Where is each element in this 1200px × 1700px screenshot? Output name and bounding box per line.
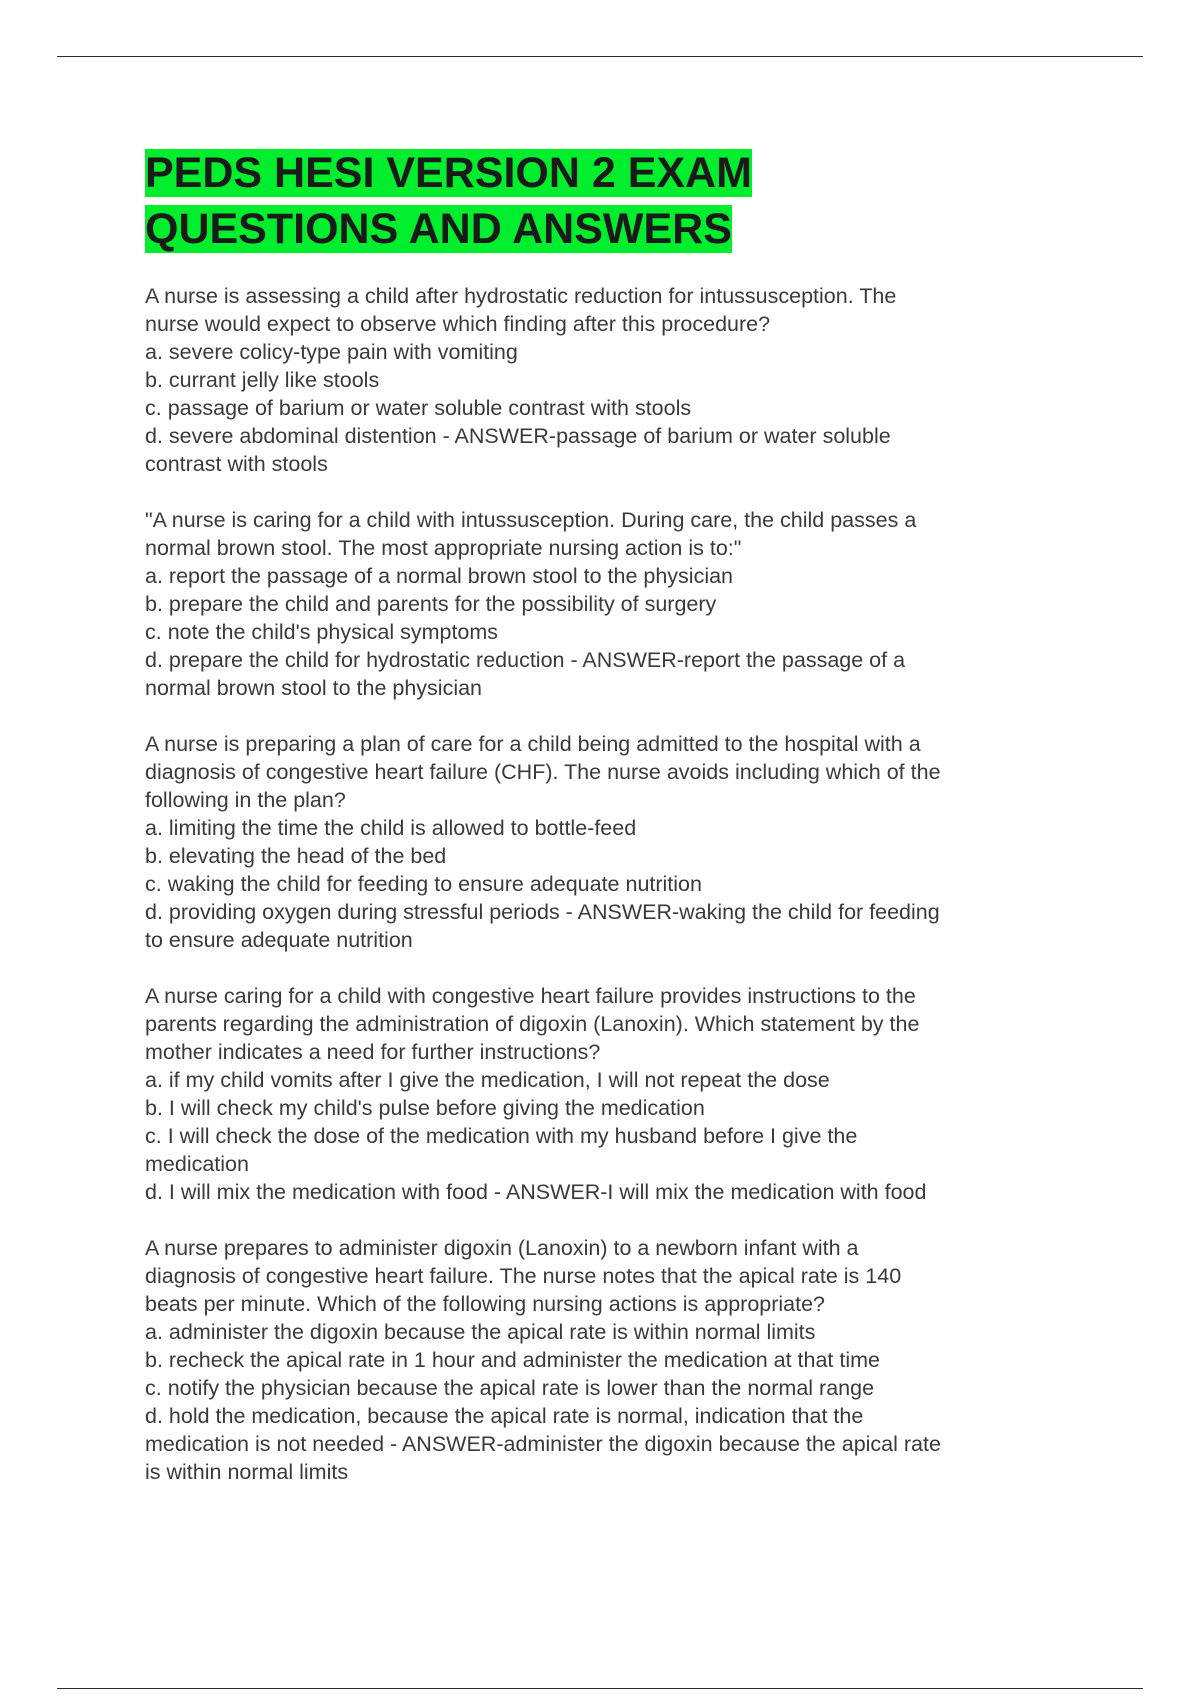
question-block: [145, 982, 1065, 1206]
question-text-line: normal brown stool. The most appropriate nursing action is to:": [145, 536, 742, 560]
option-a: a. severe colicy-type pain with vomiting: [145, 340, 518, 364]
option-a: a. report the passage of a normal brown stool to the physician: [145, 564, 734, 588]
question-text-line: A nurse caring for a child with congestive heart failure provides instructions to the: [145, 984, 916, 1008]
option-c-continuation: medication: [145, 1152, 249, 1176]
question-text-line: A nurse prepares to administer digoxin (Lanoxin) to a newborn infant with a: [145, 1236, 859, 1260]
option-c: c. I will check the dose of the medication with my husband before I give the: [145, 1124, 858, 1148]
option-d-with-answer: d. severe abdominal distention - ANSWER-passage of barium or water soluble: [145, 424, 891, 448]
option-c: c. passage of barium or water soluble contrast with stools: [145, 396, 692, 420]
title-line-2: QUESTIONS AND ANSWERS: [145, 205, 732, 253]
option-a: a. if my child vomits after I give the medication, I will not repeat the dose: [145, 1068, 830, 1092]
option-b: b. I will check my child's pulse before giving the medication: [145, 1096, 705, 1120]
answer-continuation: is within normal limits: [145, 1460, 349, 1484]
question-text-line: A nurse is preparing a plan of care for a child being admitted to the hospital with a: [145, 732, 921, 756]
document-title: [145, 145, 1065, 257]
answer-continuation: contrast with stools: [145, 452, 328, 476]
option-d-with-answer: d. prepare the child for hydrostatic reduction - ANSWER-report the passage of a: [145, 648, 906, 672]
question-list: [145, 282, 1065, 1486]
question-text-line: diagnosis of congestive heart failure. The nurse notes that the apical rate is 140: [145, 1264, 902, 1288]
question-block: [145, 1234, 1065, 1486]
option-d-with-answer: d. hold the medication, because the apical rate is normal, indication that the: [145, 1404, 864, 1428]
bottom-rule: [57, 1688, 1143, 1689]
option-b: b. currant jelly like stools: [145, 368, 380, 392]
question-text-line: parents regarding the administration of digoxin (Lanoxin). Which statement by the: [145, 1012, 920, 1036]
option-b: b. prepare the child and parents for the possibility of surgery: [145, 592, 717, 616]
option-b: b. elevating the head of the bed: [145, 844, 447, 868]
question-block: [145, 730, 1065, 954]
question-block: [145, 282, 1065, 478]
question-text-line: beats per minute. Which of the following nursing actions is appropriate?: [145, 1292, 826, 1316]
option-d-with-answer: d. providing oxygen during stressful periods - ANSWER-waking the child for feeding: [145, 900, 940, 924]
answer-continuation: to ensure adequate nutrition: [145, 928, 413, 952]
option-b: b. recheck the apical rate in 1 hour and administer the medication at that time: [145, 1348, 880, 1372]
answer-continuation: normal brown stool to the physician: [145, 676, 483, 700]
document-body: [145, 145, 1065, 1514]
option-c: c. notify the physician because the apical rate is lower than the normal range: [145, 1376, 875, 1400]
answer-continuation: medication is not needed - ANSWER-administer the digoxin because the apical rate: [145, 1432, 941, 1456]
question-text-line: diagnosis of congestive heart failure (CHF). The nurse avoids including which of the: [145, 760, 941, 784]
title-line-1: PEDS HESI VERSION 2 EXAM: [145, 149, 752, 197]
option-a: a. administer the digoxin because the apical rate is within normal limits: [145, 1320, 816, 1344]
option-d-with-answer: d. I will mix the medication with food - ANSWER-I will mix the medication with food: [145, 1180, 927, 1204]
option-a: a. limiting the time the child is allowed to bottle-feed: [145, 816, 637, 840]
question-text-line: following in the plan?: [145, 788, 346, 812]
question-text-line: nurse would expect to observe which finding after this procedure?: [145, 312, 771, 336]
question-text-line: mother indicates a need for further instructions?: [145, 1040, 601, 1064]
option-c: c. note the child's physical symptoms: [145, 620, 499, 644]
top-rule: [57, 56, 1143, 57]
option-c: c. waking the child for feeding to ensure adequate nutrition: [145, 872, 702, 896]
question-block: [145, 506, 1065, 702]
question-text-line: A nurse is assessing a child after hydrostatic reduction for intussusception. The: [145, 284, 897, 308]
question-text-line: "A nurse is caring for a child with intussusception. During care, the child passes a: [145, 508, 917, 532]
